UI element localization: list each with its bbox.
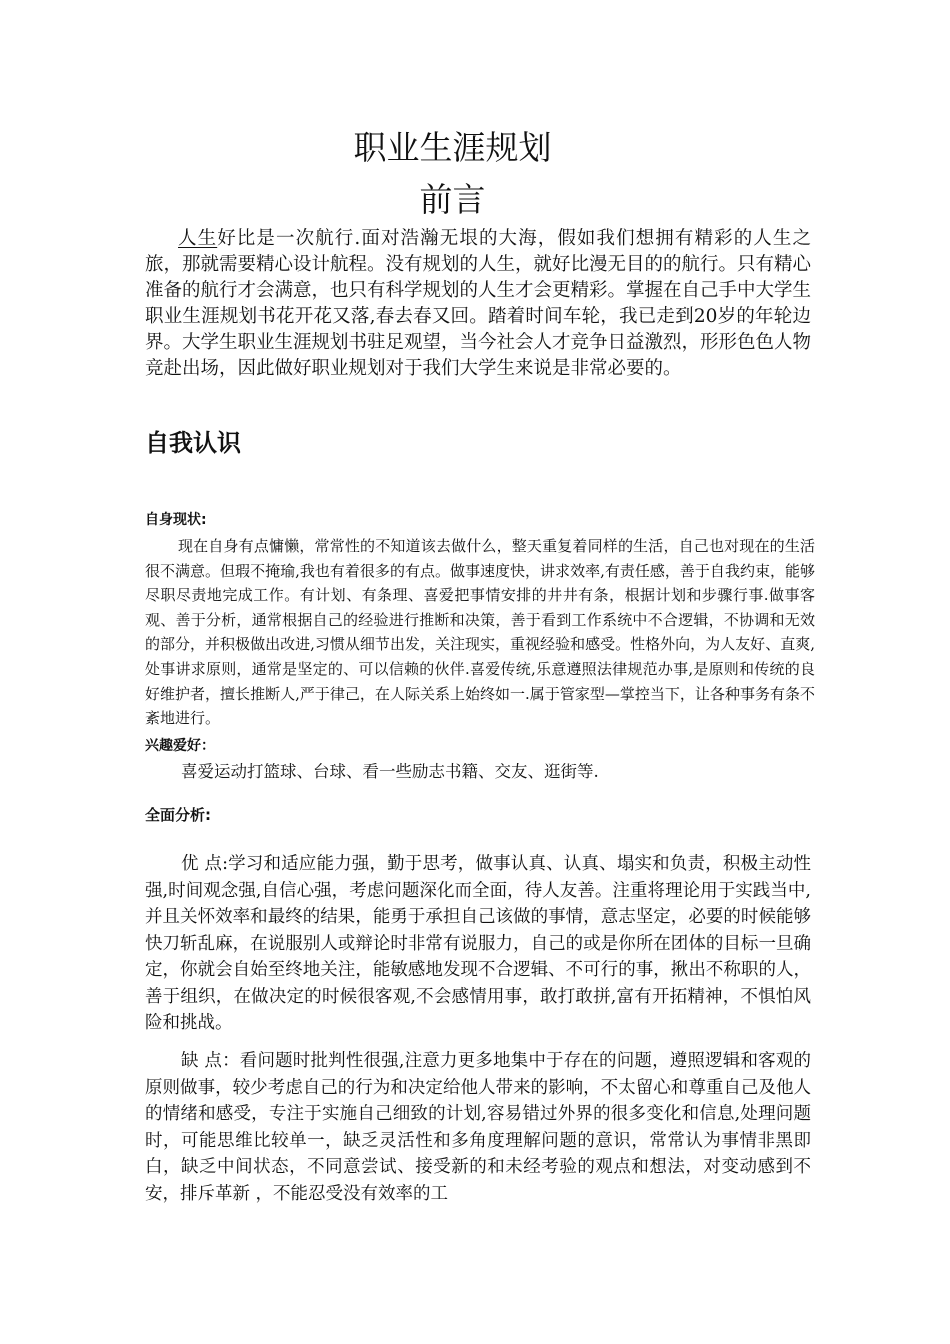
analysis-label: 全面分析: (145, 806, 211, 824)
self-status-text: 现在自身有点慵懒，常常性的不知道该去做什么，整天重复着同样的生活，自己也对现在的生活很不满意。但瑕不掩瑜,我也有着很多的有点。做事速度快，讲求效率,有责任感，善于自我约束，能够尽职尽责地完成工作。有计划、有条理、喜爱把事情安排的井井有条，根据计划和步骤行事.做事客观、善于分析，通常根据自己的经验进行推断和决策，善于看到工作系统中不合逻辑，不协调和无效的部分，并积极做出改进,习惯从细节出发，关注现实，重视经验和感受。性格外向，为人友好、直爽,处事讲求原则，通常是坚定的、可以信赖的伙伴.喜爱传统,乐意遵照法律规范办事,是原则和传统的良好维护者，擅长推断人,严于律己，在人际关系上始终如一.属于管家型—掌控当下，让各种事务有条不紊地进行。 (145, 537, 815, 728)
document-subtitle: 前言 (419, 180, 486, 219)
intro-paragraph (145, 226, 811, 382)
intro-text: 好比是一次航行.面对浩瀚无垠的大海，假如我们想拥有精彩的人生之旅，那就需要精心设计航程。没有规划的人生，就好比漫无目的的航行。只有精心准备的航行才会满意，也只有科学规划的人生才会更精彩。掌握在自己手中大学生职业生涯规划书花开花又落,春去春又回。踏着时间车轮，我已走到20岁的年轮边界。大学生职业生涯规划书驻足观望，当今社会人才竞争日益激烈，形形色色人物竞赴出场，因此做好职业规划对于我们大学生来说是非常必要的。 (145, 228, 812, 379)
self-status-label: 自身现状: (145, 512, 207, 528)
strengths-paragraph: 优 点:学习和适应能力强，勤于思考，做事认真、认真、塌实和负责，积极主动性强,时间观念强,自信心强，考虑问题深化而全面，待人友善。注重将理论用于实践当中,并且关怀效率和最终的结果，能勇于承担自己该做的事情，意志坚定，必要的时候能够快刀斩乱麻，在说服别人或辩论时非常有说服力，自己的或是你所在团体的目标一旦确定，你就会自始至终地关注，能敏感地发现不合逻辑、不可行的事，揪出不称职的人，善于组织，在做决定的时候很客观,不会感情用事，敢打敢拼,富有开拓精神，不惧怕风险和挑战。 (145, 854, 811, 1033)
document-title: 职业生涯规划 (353, 128, 552, 167)
intro-underlined-word: 人生 (178, 228, 218, 249)
hobbies-text: 喜爱运动打篮球、台球、看一些励志书籍、交友、逛街等. (181, 762, 599, 781)
weaknesses-paragraph: 缺 点：看问题时批判性很强,注意力更多地集中于存在的问题，遵照逻辑和客观的原则做事，较少考虑自己的行为和决定给他人带来的影响，不太留心和尊重自己及他人的情绪和感受，专注于实施自己细致的计划,容易错过外界的很多变化和信息,处理问题时，可能思维比较单一，缺乏灵活性和多角度理解问题的意识，常常认为事情非黑即白，缺乏中间状态，不同意尝试、接受新的和未经考验的观点和想法，对变动感到不安，排斥革新 ，不能忍受没有效率的工 (145, 1051, 811, 1204)
hobbies-label: 兴趣爱好： (145, 738, 215, 754)
section-heading-self-awareness: 自我认识 (145, 429, 241, 457)
